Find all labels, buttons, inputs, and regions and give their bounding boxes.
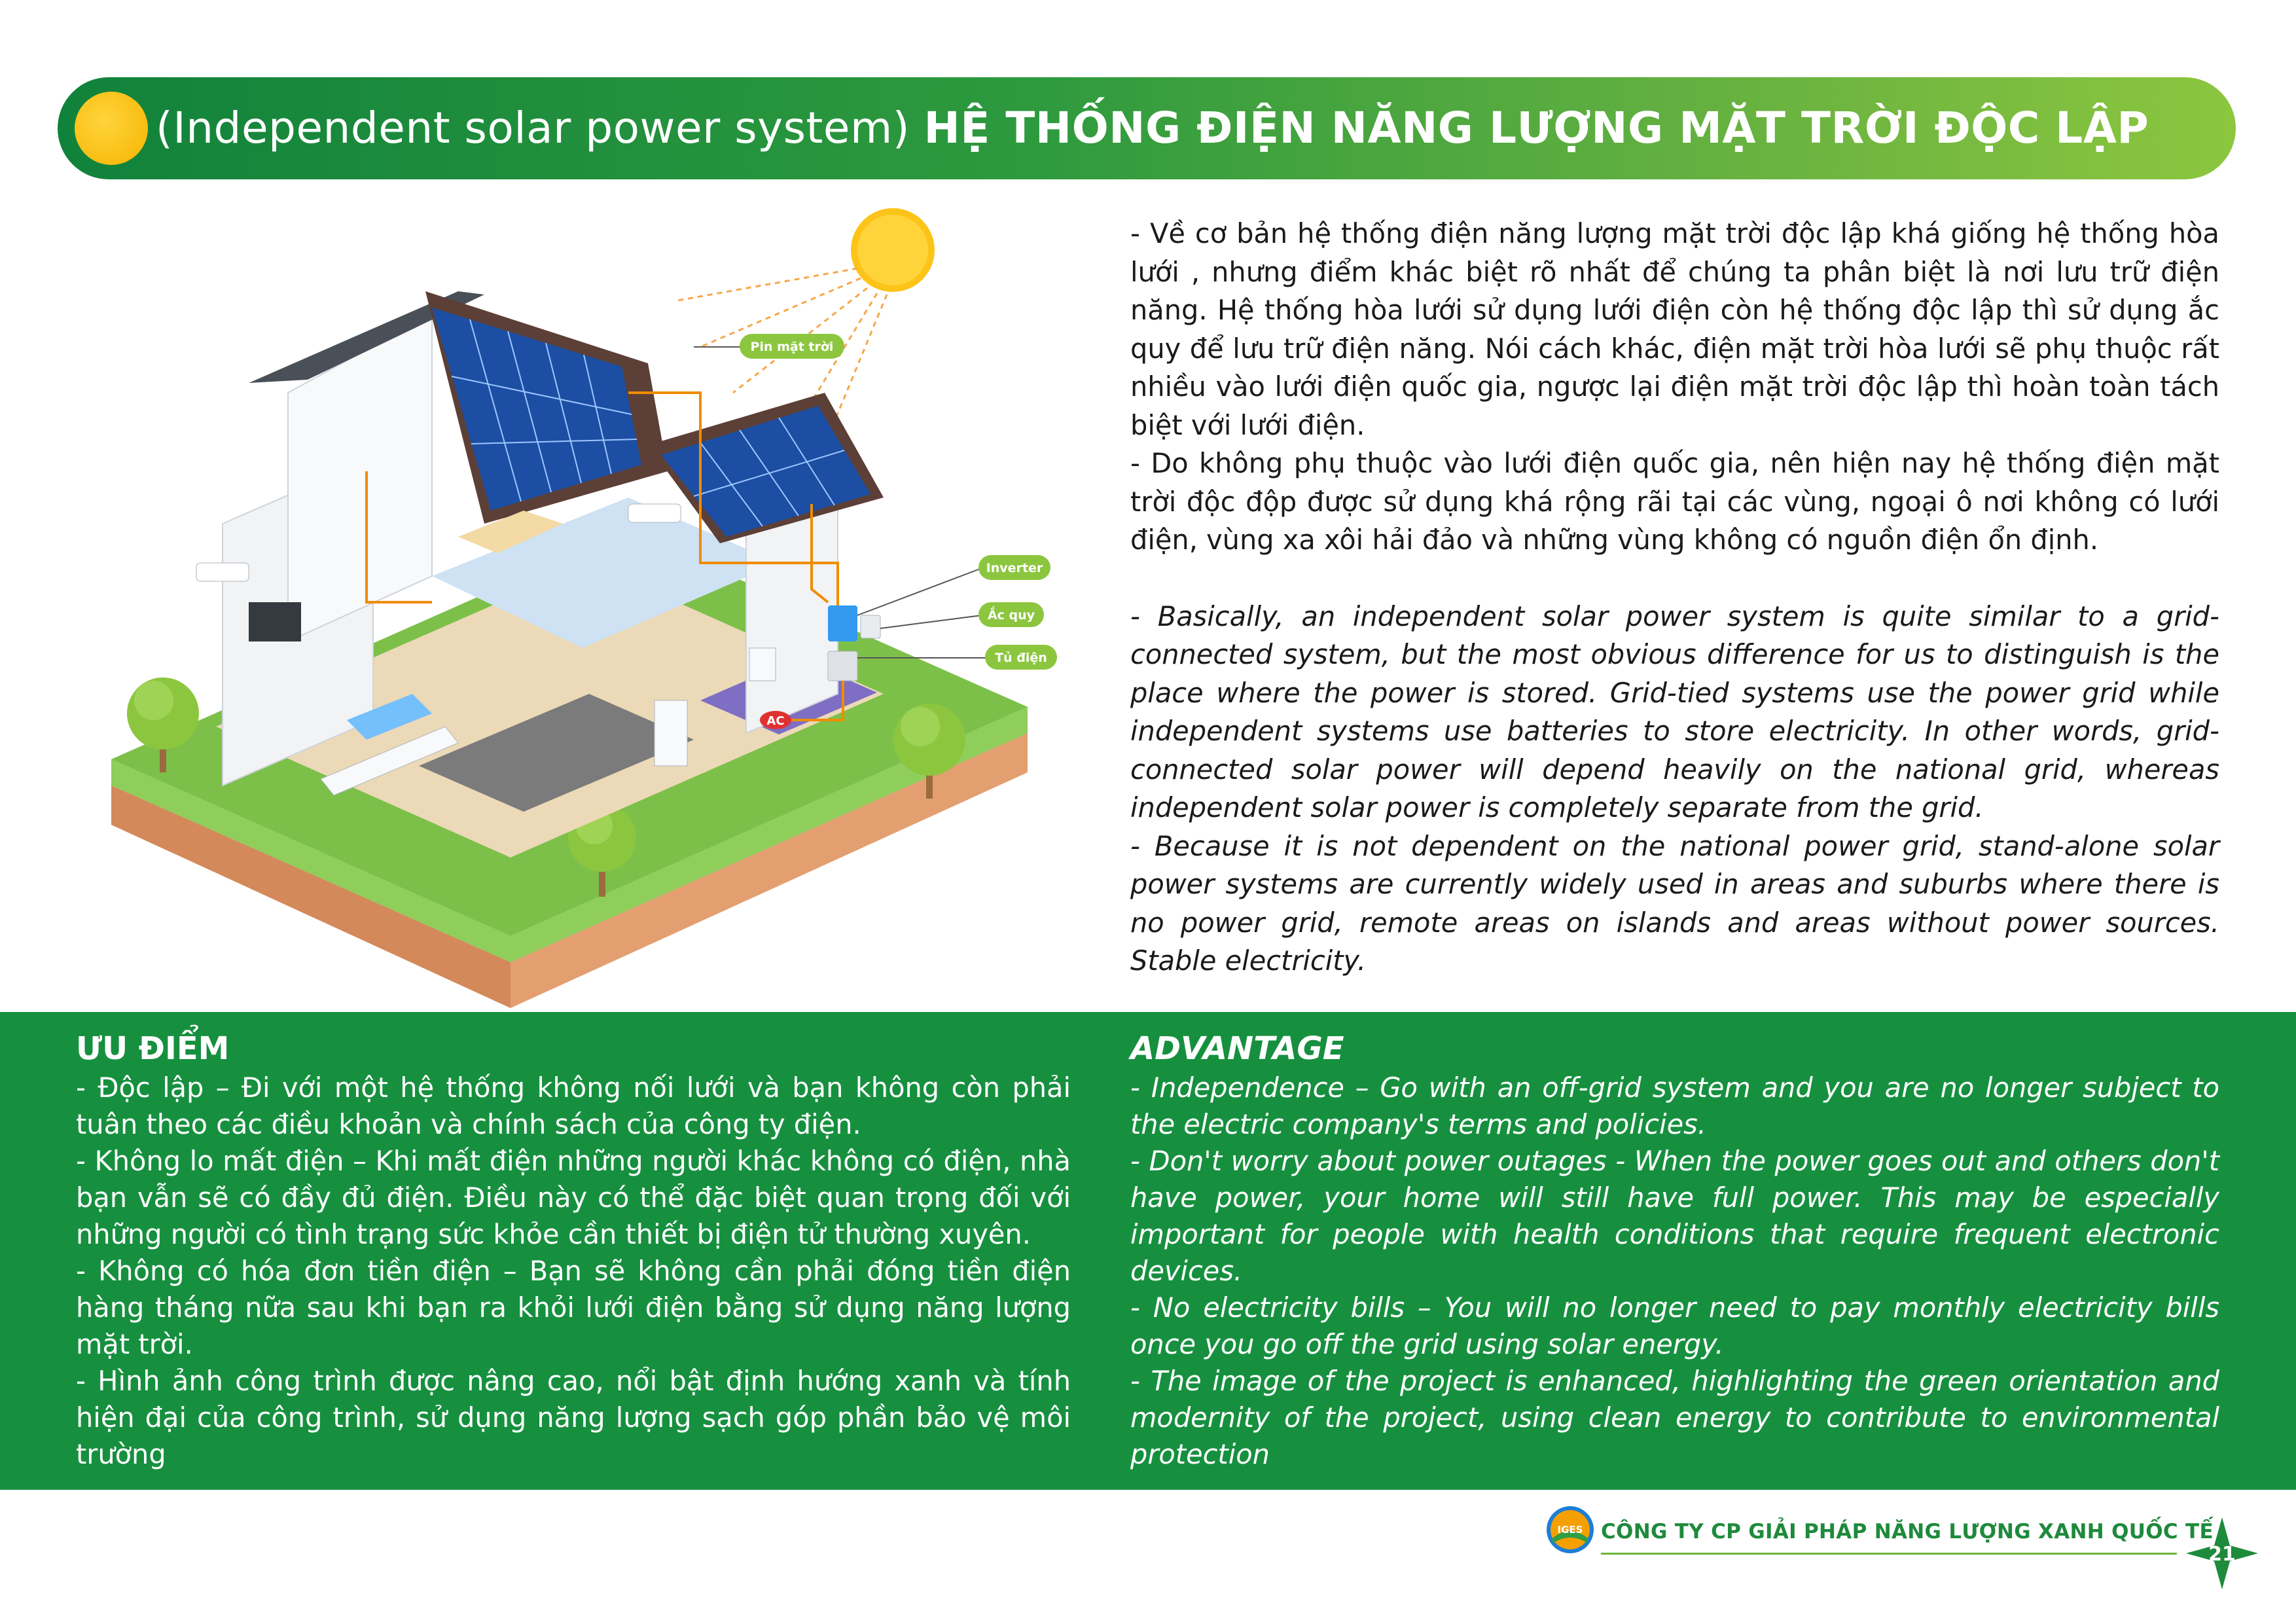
footer bbox=[1532, 1499, 2278, 1610]
company-logo bbox=[1545, 1504, 1596, 1555]
advantages-en-column bbox=[1130, 1029, 2219, 1473]
page-title bbox=[156, 77, 2149, 179]
battery-label-text: Ắc quy bbox=[987, 608, 1035, 623]
advantage-vn-item: - Không lo mất điện – Khi mất điện những người khác không có điện, nhà bạn vẫn sẽ có đầy đủ điện. Điều này có thể đặc biệt quan trọng đối với những người có tình trạng sức khỏe cần thiết bị điện tử thường xuyên. bbox=[76, 1145, 1071, 1250]
logo-text: IGES bbox=[1557, 1524, 1583, 1536]
intro-vn-paragraph-1: - Về cơ bản hệ thống điện năng lượng mặt trời độc lập khá giống hệ thống hòa lưới , nhưng điểm khác biệt rõ nhất để chúng ta phân biệt là nơi lưu trữ điện năng. Hệ thống hòa lưới sử dụng lưới điện còn hệ thống độc lập thì sử dụng ắc quy để lưu trữ điện năng. Nói cách khác, điện mặt trời hòa lưới sẽ phụ thuộc rất nhiều vào lưới điện quốc gia, ngược lại điện mặt trời độc lập thì hoàn toàn tách biệt với lưới điện. bbox=[1130, 217, 2219, 441]
intro-en-paragraph-1: - Basically, an independent solar power system is quite similar to a grid-connected system, but the most obvious difference for us to distinguish is the place where the power is stored. Grid-tied systems use the power grid while independent systems use batteries to store electricity. In other words, grid-connected solar power will depend heavily on the national grid, whereas independent solar power is completely separate from the grid. bbox=[1130, 600, 2219, 823]
title-banner bbox=[58, 77, 2236, 179]
intro-en-paragraph-2: - Because it is not dependent on the national power grid, stand-alone solar power systems are currently widely used in areas and suburbs where there is no power grid, remote areas on islands and areas without power sources. Stable electricity. bbox=[1130, 829, 2219, 977]
panel-label-text: Pin mặt trời bbox=[750, 340, 834, 354]
intro-text bbox=[1130, 215, 2219, 981]
sun-bullet-icon bbox=[75, 92, 148, 165]
advantage-vn-item: - Không có hóa đơn tiền điện – Bạn sẽ không cần phải đóng tiền điện hàng tháng nữa sau khi bạn ra khỏi lưới điện bằng sử dụng năng lượng mặt trời. bbox=[76, 1255, 1071, 1360]
advantage-vn-item: - Hình ảnh công trình được nâng cao, nổi bật định hướng xanh và tính hiện đại của công trình, sử dụng năng lượng sạch góp phần bảo vệ môi trường bbox=[76, 1365, 1071, 1470]
page-number-badge bbox=[2186, 1517, 2258, 1589]
company-name: CÔNG TY CP GIẢI PHÁP NĂNG LƯỢNG XANH QUỐC TẾ bbox=[1601, 1520, 2214, 1543]
advantages-vn-heading: ƯU ĐIỂM bbox=[76, 1030, 230, 1067]
air-conditioner-upper bbox=[628, 504, 681, 522]
intro-vn-paragraph-2: - Do không phụ thuộc vào lưới điện quốc gia, nên hiện nay hệ thống điện mặt trời độc độp được sử dụng khá rộng rãi tại các vùng, ngoại ô nơi không có lưới điện, vùng xa xôi hải đảo và những vùng không có nguồn điện ổn định. bbox=[1130, 447, 2219, 556]
advantage-en-item: - Don't worry about power outages - When the power goes out and others don't have power, your home will still have full power. This may be especially important for people with health conditions that require frequent electronic devices. bbox=[1130, 1145, 2219, 1287]
advantage-en-item: - No electricity bills – You will no longer need to pay monthly electricity bills once you go off the grid using solar energy. bbox=[1130, 1291, 2219, 1360]
title-english: (Independent solar power system) bbox=[156, 103, 910, 153]
inverter-label-text: Inverter bbox=[986, 561, 1043, 575]
battery-device bbox=[828, 651, 857, 681]
air-conditioner-left bbox=[196, 563, 249, 581]
washing-machine bbox=[749, 648, 776, 681]
ac-label bbox=[760, 711, 791, 729]
ac-label-text: AC bbox=[766, 714, 785, 728]
cabinet-device bbox=[861, 615, 880, 638]
footer-rule bbox=[1601, 1553, 2177, 1555]
advantages-section bbox=[0, 1012, 2296, 1490]
advantage-vn-item: - Độc lập – Đi với một hệ thống không nối lưới và bạn không còn phải tuân theo các điều khoản và chính sách của công ty điện. bbox=[76, 1072, 1071, 1140]
cabinet-label-text: Tủ điện bbox=[995, 651, 1047, 665]
inverter-device bbox=[828, 605, 857, 641]
battery-label bbox=[880, 602, 1044, 628]
fridge bbox=[655, 700, 687, 766]
advantages-vn-column bbox=[76, 1029, 1071, 1473]
advantage-en-item: - Independence – Go with an off-grid system and you are no longer subject to the electric company's terms and policies. bbox=[1130, 1072, 2219, 1140]
advantage-en-item: - The image of the project is enhanced, highlighting the green orientation and modernity of the project, using clean energy to contribute to environmental protection bbox=[1130, 1365, 2219, 1470]
page-number: 21 bbox=[2208, 1543, 2236, 1566]
advantages-en-heading: ADVANTAGE bbox=[1130, 1030, 1344, 1067]
tv bbox=[249, 602, 301, 641]
panel-label bbox=[694, 334, 844, 359]
sun-icon bbox=[851, 208, 935, 292]
solar-house-illustration bbox=[92, 196, 1073, 1008]
title-vietnamese: HỆ THỐNG ĐIỆN NĂNG LƯỢNG MẶT TRỜI ĐỘC LẬP bbox=[924, 103, 2149, 153]
